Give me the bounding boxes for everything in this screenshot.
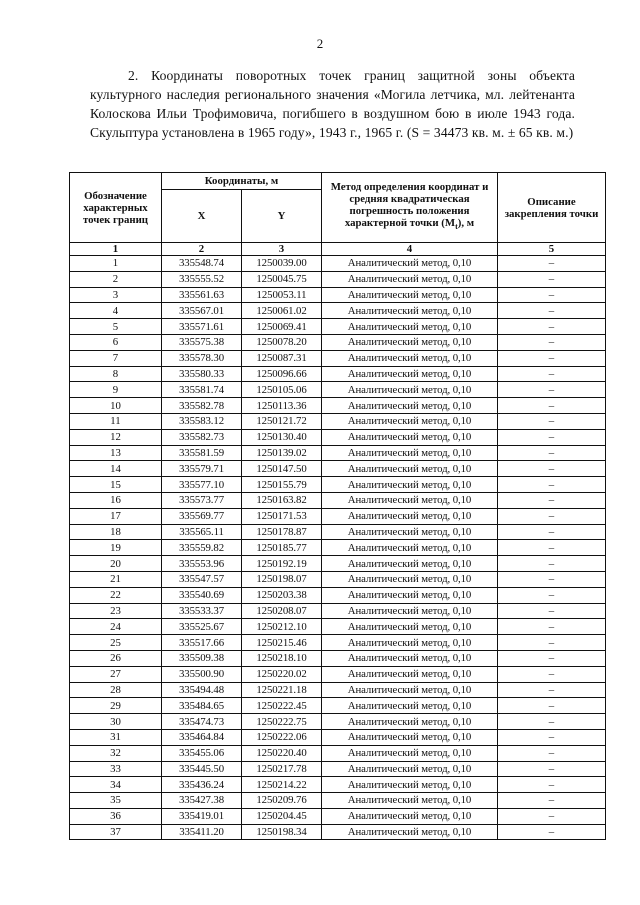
coordinates-table xyxy=(69,172,606,840)
point-number: 4 xyxy=(70,303,162,319)
coordinate-y: 1250192.19 xyxy=(242,556,322,572)
method-cell: Аналитический метод, 0,10 xyxy=(322,492,498,508)
method-cell: Аналитический метод, 0,10 xyxy=(322,334,498,350)
section-heading: 2. Координаты поворотных точек границ защитной зоны объекта культурного наследия регионального значения «Могила летчика, мл. лейтенанта Колоскова Ильи Трофимовича, погибшего в воздушном бою в июле 1943 года. Скульптура установлена в 1965 году», 1943 г., 1965 г. (S = 34473 кв. м. ± 65 кв. м.) xyxy=(90,68,575,140)
coordinate-y: 1250178.87 xyxy=(242,524,322,540)
table-row xyxy=(70,382,606,398)
description-cell: – xyxy=(498,824,606,840)
coordinate-y: 1250130.40 xyxy=(242,429,322,445)
description-cell: – xyxy=(498,382,606,398)
coordinate-x: 335569.77 xyxy=(162,508,242,524)
coordinate-y: 1250039.00 xyxy=(242,256,322,272)
table-row xyxy=(70,714,606,730)
method-cell: Аналитический метод, 0,10 xyxy=(322,287,498,303)
coordinate-y: 1250215.46 xyxy=(242,635,322,651)
description-cell: – xyxy=(498,350,606,366)
point-number: 16 xyxy=(70,492,162,508)
coordinate-y: 1250203.38 xyxy=(242,587,322,603)
coordinate-x: 335474.73 xyxy=(162,714,242,730)
table-row xyxy=(70,650,606,666)
point-number: 26 xyxy=(70,650,162,666)
table-row xyxy=(70,477,606,493)
method-cell: Аналитический метод, 0,10 xyxy=(322,745,498,761)
method-cell: Аналитический метод, 0,10 xyxy=(322,729,498,745)
point-number: 36 xyxy=(70,808,162,824)
coordinate-y: 1250222.45 xyxy=(242,698,322,714)
coordinate-y: 1250121.72 xyxy=(242,413,322,429)
point-number: 15 xyxy=(70,477,162,493)
table-row xyxy=(70,556,606,572)
coordinate-y: 1250208.07 xyxy=(242,603,322,619)
description-cell: – xyxy=(498,366,606,382)
point-number: 31 xyxy=(70,729,162,745)
coordinate-y: 1250218.10 xyxy=(242,650,322,666)
method-cell: Аналитический метод, 0,10 xyxy=(322,619,498,635)
method-cell: Аналитический метод, 0,10 xyxy=(322,777,498,793)
column-number: 1 xyxy=(70,243,162,256)
table-row xyxy=(70,508,606,524)
point-number: 28 xyxy=(70,682,162,698)
coordinate-y: 1250220.40 xyxy=(242,745,322,761)
description-cell: – xyxy=(498,603,606,619)
header-designation: Обозначение характерных точек границ xyxy=(70,173,162,243)
description-cell: – xyxy=(498,508,606,524)
table-row xyxy=(70,366,606,382)
column-number: 5 xyxy=(498,243,606,256)
coordinate-x: 335571.61 xyxy=(162,319,242,335)
point-number: 30 xyxy=(70,714,162,730)
coordinate-y: 1250222.06 xyxy=(242,729,322,745)
table-row xyxy=(70,429,606,445)
coordinate-y: 1250198.07 xyxy=(242,571,322,587)
method-cell: Аналитический метод, 0,10 xyxy=(322,682,498,698)
description-cell: – xyxy=(498,745,606,761)
header-x: X xyxy=(162,190,242,243)
table-row xyxy=(70,256,606,272)
table-row xyxy=(70,271,606,287)
description-cell: – xyxy=(498,619,606,635)
coordinate-y: 1250061.02 xyxy=(242,303,322,319)
coordinate-x: 335509.38 xyxy=(162,650,242,666)
table-row xyxy=(70,524,606,540)
description-cell: – xyxy=(498,524,606,540)
table-row xyxy=(70,319,606,335)
point-number: 19 xyxy=(70,540,162,556)
point-number: 10 xyxy=(70,398,162,414)
coordinate-x: 335575.38 xyxy=(162,334,242,350)
coordinate-x: 335517.66 xyxy=(162,635,242,651)
description-cell: – xyxy=(498,271,606,287)
table-row xyxy=(70,824,606,840)
description-cell: – xyxy=(498,635,606,651)
point-number: 5 xyxy=(70,319,162,335)
column-number: 2 xyxy=(162,243,242,256)
coordinate-x: 335573.77 xyxy=(162,492,242,508)
method-cell: Аналитический метод, 0,10 xyxy=(322,556,498,572)
coordinate-x: 335567.01 xyxy=(162,303,242,319)
coordinate-x: 335500.90 xyxy=(162,666,242,682)
coordinate-x: 335455.06 xyxy=(162,745,242,761)
table-row xyxy=(70,698,606,714)
coordinate-y: 1250087.31 xyxy=(242,350,322,366)
method-cell: Аналитический метод, 0,10 xyxy=(322,366,498,382)
header-method: Метод определения координат и средняя квадратическая погрешность положения характерной точки $(M_t)$, м xyxy=(322,173,498,243)
table-row xyxy=(70,445,606,461)
method-cell: Аналитический метод, 0,10 xyxy=(322,445,498,461)
description-cell: – xyxy=(498,666,606,682)
description-cell: – xyxy=(498,729,606,745)
method-cell: Аналитический метод, 0,10 xyxy=(322,429,498,445)
header-description: Описание закрепления точки xyxy=(498,173,606,243)
method-cell: Аналитический метод, 0,10 xyxy=(322,824,498,840)
coordinate-x: 335548.74 xyxy=(162,256,242,272)
coordinate-x: 335553.96 xyxy=(162,556,242,572)
point-number: 8 xyxy=(70,366,162,382)
coordinate-x: 335561.63 xyxy=(162,287,242,303)
table-row xyxy=(70,540,606,556)
description-cell: – xyxy=(498,698,606,714)
table-row xyxy=(70,492,606,508)
method-cell: Аналитический метод, 0,10 xyxy=(322,698,498,714)
table-row xyxy=(70,761,606,777)
description-cell: – xyxy=(498,413,606,429)
description-cell: – xyxy=(498,556,606,572)
method-cell: Аналитический метод, 0,10 xyxy=(322,350,498,366)
point-number: 32 xyxy=(70,745,162,761)
table-row xyxy=(70,350,606,366)
coordinate-x: 335419.01 xyxy=(162,808,242,824)
method-cell: Аналитический метод, 0,10 xyxy=(322,319,498,335)
point-number: 1 xyxy=(70,256,162,272)
coordinate-x: 335555.52 xyxy=(162,271,242,287)
coordinate-y: 1250105.06 xyxy=(242,382,322,398)
coordinate-x: 335547.57 xyxy=(162,571,242,587)
coordinate-x: 335533.37 xyxy=(162,603,242,619)
coordinate-y: 1250214.22 xyxy=(242,777,322,793)
point-number: 3 xyxy=(70,287,162,303)
coordinate-y: 1250096.66 xyxy=(242,366,322,382)
table-body xyxy=(70,256,606,840)
coordinate-y: 1250220.02 xyxy=(242,666,322,682)
coordinate-x: 335427.38 xyxy=(162,793,242,809)
coordinate-x: 335579.71 xyxy=(162,461,242,477)
coordinate-x: 335436.24 xyxy=(162,777,242,793)
table-row xyxy=(70,413,606,429)
table-row xyxy=(70,808,606,824)
header-y: Y xyxy=(242,190,322,243)
description-cell: – xyxy=(498,287,606,303)
method-cell: Аналитический метод, 0,10 xyxy=(322,761,498,777)
description-cell: – xyxy=(498,682,606,698)
method-cell: Аналитический метод, 0,10 xyxy=(322,793,498,809)
coordinate-x: 335411.20 xyxy=(162,824,242,840)
coordinate-x: 335565.11 xyxy=(162,524,242,540)
description-cell: – xyxy=(498,256,606,272)
method-cell: Аналитический метод, 0,10 xyxy=(322,635,498,651)
table-row xyxy=(70,793,606,809)
method-cell: Аналитический метод, 0,10 xyxy=(322,808,498,824)
method-cell: Аналитический метод, 0,10 xyxy=(322,540,498,556)
method-cell: Аналитический метод, 0,10 xyxy=(322,413,498,429)
coordinate-y: 1250163.82 xyxy=(242,492,322,508)
coordinate-y: 1250209.76 xyxy=(242,793,322,809)
coordinate-x: 335582.78 xyxy=(162,398,242,414)
method-cell: Аналитический метод, 0,10 xyxy=(322,256,498,272)
method-cell: Аналитический метод, 0,10 xyxy=(322,666,498,682)
description-cell: – xyxy=(498,793,606,809)
coordinate-y: 1250078.20 xyxy=(242,334,322,350)
coordinate-x: 335540.69 xyxy=(162,587,242,603)
point-number: 21 xyxy=(70,571,162,587)
description-cell: – xyxy=(498,492,606,508)
point-number: 25 xyxy=(70,635,162,651)
table-row xyxy=(70,729,606,745)
coordinate-x: 335582.73 xyxy=(162,429,242,445)
table-row xyxy=(70,666,606,682)
table-row xyxy=(70,571,606,587)
point-number: 37 xyxy=(70,824,162,840)
description-cell: – xyxy=(498,808,606,824)
coordinate-y: 1250217.78 xyxy=(242,761,322,777)
point-number: 22 xyxy=(70,587,162,603)
table-row xyxy=(70,682,606,698)
method-cell: Аналитический метод, 0,10 xyxy=(322,603,498,619)
method-cell: Аналитический метод, 0,10 xyxy=(322,508,498,524)
description-cell: – xyxy=(498,429,606,445)
coordinate-x: 335583.12 xyxy=(162,413,242,429)
coordinate-x: 335581.59 xyxy=(162,445,242,461)
coordinate-x: 335577.10 xyxy=(162,477,242,493)
column-number: 4 xyxy=(322,243,498,256)
point-number: 7 xyxy=(70,350,162,366)
coordinate-x: 335525.67 xyxy=(162,619,242,635)
point-number: 34 xyxy=(70,777,162,793)
coordinate-x: 335445.50 xyxy=(162,761,242,777)
coordinate-y: 1250139.02 xyxy=(242,445,322,461)
coordinate-y: 1250113.36 xyxy=(242,398,322,414)
table-row xyxy=(70,303,606,319)
point-number: 13 xyxy=(70,445,162,461)
method-cell: Аналитический метод, 0,10 xyxy=(322,461,498,477)
coordinate-x: 335484.65 xyxy=(162,698,242,714)
description-cell: – xyxy=(498,477,606,493)
method-cell: Аналитический метод, 0,10 xyxy=(322,650,498,666)
description-cell: – xyxy=(498,761,606,777)
point-number: 27 xyxy=(70,666,162,682)
coordinate-y: 1250171.53 xyxy=(242,508,322,524)
coordinate-y: 1250222.75 xyxy=(242,714,322,730)
method-cell: Аналитический метод, 0,10 xyxy=(322,571,498,587)
description-cell: – xyxy=(498,714,606,730)
point-number: 12 xyxy=(70,429,162,445)
column-number: 3 xyxy=(242,243,322,256)
point-number: 20 xyxy=(70,556,162,572)
point-number: 23 xyxy=(70,603,162,619)
method-cell: Аналитический метод, 0,10 xyxy=(322,714,498,730)
point-number: 9 xyxy=(70,382,162,398)
table-row xyxy=(70,777,606,793)
method-cell: Аналитический метод, 0,10 xyxy=(322,524,498,540)
coordinate-x: 335559.82 xyxy=(162,540,242,556)
point-number: 24 xyxy=(70,619,162,635)
description-cell: – xyxy=(498,571,606,587)
description-cell: – xyxy=(498,587,606,603)
table-row xyxy=(70,334,606,350)
point-number: 18 xyxy=(70,524,162,540)
coordinate-y: 1250147.50 xyxy=(242,461,322,477)
coordinate-x: 335494.48 xyxy=(162,682,242,698)
coordinate-y: 1250185.77 xyxy=(242,540,322,556)
point-number: 2 xyxy=(70,271,162,287)
point-number: 35 xyxy=(70,793,162,809)
coordinate-y: 1250053.11 xyxy=(242,287,322,303)
header-coordinates: Координаты, м xyxy=(162,173,322,190)
description-cell: – xyxy=(498,445,606,461)
description-cell: – xyxy=(498,540,606,556)
method-cell: Аналитический метод, 0,10 xyxy=(322,587,498,603)
coordinate-x: 335464.84 xyxy=(162,729,242,745)
method-cell: Аналитический метод, 0,10 xyxy=(322,382,498,398)
method-cell: Аналитический метод, 0,10 xyxy=(322,303,498,319)
table-row xyxy=(70,603,606,619)
description-cell: – xyxy=(498,319,606,335)
point-number: 11 xyxy=(70,413,162,429)
method-cell: Аналитический метод, 0,10 xyxy=(322,477,498,493)
coordinate-x: 335581.74 xyxy=(162,382,242,398)
table-row xyxy=(70,587,606,603)
description-cell: – xyxy=(498,398,606,414)
point-number: 6 xyxy=(70,334,162,350)
table-row xyxy=(70,619,606,635)
coordinate-y: 1250069.41 xyxy=(242,319,322,335)
method-cell: Аналитический метод, 0,10 xyxy=(322,271,498,287)
coordinate-x: 335580.33 xyxy=(162,366,242,382)
description-cell: – xyxy=(498,777,606,793)
page-number: 2 xyxy=(316,36,324,51)
point-number: 29 xyxy=(70,698,162,714)
coordinate-y: 1250155.79 xyxy=(242,477,322,493)
description-cell: – xyxy=(498,461,606,477)
point-number: 14 xyxy=(70,461,162,477)
coordinate-x: 335578.30 xyxy=(162,350,242,366)
coordinate-y: 1250045.75 xyxy=(242,271,322,287)
coordinate-y: 1250212.10 xyxy=(242,619,322,635)
table-row xyxy=(70,745,606,761)
description-cell: – xyxy=(498,650,606,666)
description-cell: – xyxy=(498,303,606,319)
point-number: 33 xyxy=(70,761,162,777)
table-row xyxy=(70,287,606,303)
coordinate-y: 1250221.18 xyxy=(242,682,322,698)
table-row xyxy=(70,461,606,477)
table-row xyxy=(70,398,606,414)
description-cell: – xyxy=(498,334,606,350)
coordinate-y: 1250204.45 xyxy=(242,808,322,824)
coordinate-y: 1250198.34 xyxy=(242,824,322,840)
point-number: 17 xyxy=(70,508,162,524)
method-cell: Аналитический метод, 0,10 xyxy=(322,398,498,414)
table-row xyxy=(70,635,606,651)
